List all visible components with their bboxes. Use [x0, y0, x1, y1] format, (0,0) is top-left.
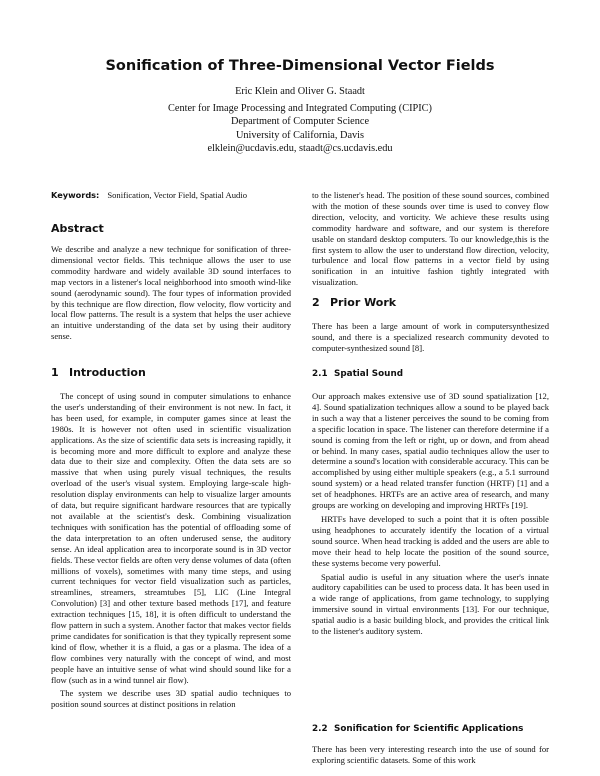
affiliation-line: University of California, Davis	[235, 129, 365, 141]
author-block	[0, 85, 600, 155]
subsection-scientific-heading	[312, 724, 523, 734]
spatial-paragraph-1: Our approach makes extensive use of 3D sound spatialization [12, 4]. Sound spatialization techniques allow a sound to be played back in such a way that a listener perceives the sound to be coming from a specific location in space. The listener can therefore determine if a sound is coming from the left or right, up or down, and from ahead or behind. In many cases, spatial audio techniques allow the user to determine a sound's location with considerable accuracy. This can be accomplished by using either multiple speakers (e.g., a 5.1 surround sound system) or a head related transfer function (HRTF) [1] and a set of headphones. HRTFs are an active area of research, and many groups are working on developing and improving HRTFs [19].	[312, 391, 549, 511]
abstract-body	[51, 244, 291, 342]
subsection-number: 2.2	[312, 724, 328, 734]
intro-paragraph-2: The system we describe uses 3D spatial audio techniques to position sound sources at distinct positions in relation	[51, 688, 291, 710]
section-title: Introduction	[69, 366, 146, 379]
prior-work-body	[312, 321, 549, 354]
section-title: Prior Work	[330, 296, 397, 309]
spatial-sound-body	[312, 391, 549, 637]
section-introduction-heading	[51, 366, 146, 379]
affiliation-line: Center for Image Processing and Integrated Computing (CIPIC)	[168, 103, 432, 115]
section-number: 1	[51, 366, 59, 379]
keywords	[51, 190, 291, 200]
scientific-paragraph: There has been very interesting research into the use of sound for exploring scientific datasets. Some of this work	[312, 744, 549, 765]
prior-work-paragraph: There has been a large amount of work in computersynthesized sound, and there is a specialized research community devoted to computer-synthesized sound [8].	[312, 321, 549, 353]
section-prior-work-heading	[312, 296, 396, 309]
subsection-title: Spatial Sound	[334, 369, 404, 379]
keywords-label: Keywords:	[51, 190, 100, 200]
spatial-paragraph-2: HRTFs have developed to such a point that it is often possible using headphones to accurately identify the location of a virtual sound source. When head tracking is added and the users are able to move their head to help locate the position of the sound source, these systems become very powerful.	[312, 513, 549, 568]
abstract-paragraph: We describe and analyze a new technique for sonification of three-dimensional vector fields. This technique allows the user to use commodity hardware and widely available 3D sound interfaces to map vectors in a listener's local neighborhood into smooth wind-like sound (aerodynamic sound). The four types of information provided by this technique are flow direction, flow velocity, flow vorticity and local flow patterns. The result is a system that helps the user achieve an intuitive understanding of the data set by using their auditory sense.	[51, 244, 291, 342]
author-names: Eric Klein and Oliver G. Staadt	[235, 86, 365, 97]
spatial-paragraph-3: Spatial audio is useful in any situation where the user's innate auditory capabilities can be used to process data. It has been used in a wide range of applications, from game technology, to supplying immersive sound in virtual environments [13]. For our technique, spatial audio is a basic building block, and provides the critical link to the listener's auditory system.	[312, 571, 549, 637]
affiliation-line: Department of Computer Science	[230, 116, 370, 128]
section-number: 2	[312, 296, 320, 309]
intro-paragraph-continued: to the listener's head. The position of these sound sources, combined with the motion of these sounds over time is used to convey flow direction, velocity, and vorticity. We achieve these results using commodity hardware and software, and our system is therefore usable on standard desktop computers. To our knowledge,this is the first system to allow the user to understand flow direction, velocity, turbulence and local flow patterns in a vector field by using sonification in an intuitive fashion tightly integrated with visualization.	[312, 190, 549, 288]
abstract-heading: Abstract	[51, 222, 104, 235]
author-emails: elklein@ucdavis.edu, staadt@cs.ucdavis.edu	[207, 142, 393, 154]
intro-paragraph-1: The concept of using sound in computer simulations to enhance the user's understanding of their environment is not new. In fact, it has been used, for example, in computer games since at least the 1980s. It is however not often used in scientific visualization applications. As the size of scientific data sets is increasing rapidly, it is becoming more and more difficult to explore and analyze these data due to their size and complexity. Often the data sets are so massive that when using purely visual techniques, the results overload of the user's visual system. Employing large-scale high-resolution display environments can help to visualize larger amounts of data, but require significant hardware resources that are typically not available at the scientist's desk. Combining visualization techniques with sonification has the potential of offloading some of the data interpretation to an often underused sense, the auditory sense. An ideal application area to incorporate sound is in 3D vector fields. These vector fields are often very dense volumes of data (often millions of voxels), sometimes with many time steps, and using current techniques for vector field visualization such as particles, streamlines, streamers, streamtubes [5], LIC (Line Integral Convolution) [3] and other texture based methods [17], and feature extraction techniques [15, 18], it is often difficult to understand the flow pattern in such a system. Another factor that makes vector fields prime candidates for sonification is that they typically represent some kind of flow, whether it is a fluid, a gas or a plasma. The idea of a flow combines very naturally with the concept of wind, and most people have an intuitive sense of what wind should sound like for a flow (such as in a wind tunnel air flow).	[51, 391, 291, 685]
keywords-text: Sonification, Vector Field, Spatial Audio	[107, 190, 248, 200]
subsection-spatial-sound-heading	[312, 369, 403, 379]
introduction-body	[51, 391, 291, 710]
paper-title: Sonification of Three-Dimensional Vector Fields	[105, 58, 495, 74]
scientific-body	[312, 744, 549, 766]
introduction-continued	[312, 190, 549, 288]
subsection-number: 2.1	[312, 369, 328, 379]
subsection-title: Sonification for Scientific Applications	[334, 724, 524, 734]
